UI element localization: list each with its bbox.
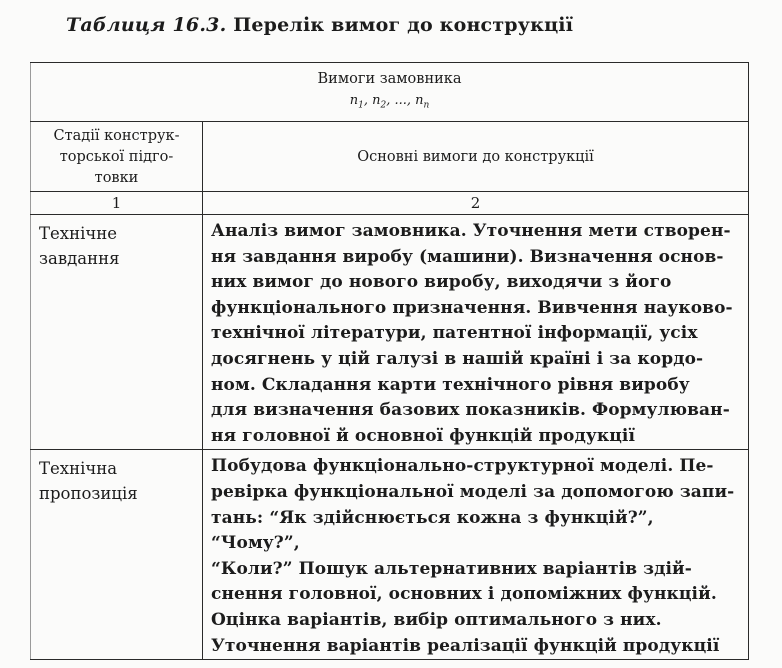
- text-line: Аналіз вимог замовника. Уточнення мети створен-: [211, 221, 731, 241]
- text-line: Оцінка варіантів, вибір оптимального з них.: [211, 609, 662, 630]
- stage-header-line: товки: [94, 170, 139, 186]
- requirements-table: [30, 62, 749, 660]
- stage-header-line: торської підго-: [59, 149, 174, 165]
- stage-header-line: Стадії конструк-: [53, 128, 180, 144]
- requirements-cell: [203, 450, 749, 660]
- stage-column-header: [31, 122, 203, 192]
- column-number: 1: [31, 192, 203, 215]
- text-line: досягнень у цій галузі в нашій країні і за кордо-: [211, 348, 704, 369]
- header-top-text: Вимоги замовника: [317, 71, 462, 87]
- text-line: для визначення базових показників. Формулюван-: [211, 400, 730, 421]
- caption-label: Таблиця 16.3.: [66, 14, 227, 36]
- text-line: снення головної, основних і допоміжних функцій.: [211, 584, 717, 605]
- text-line: ном. Складання карти технічного рівня виробу: [211, 374, 690, 395]
- text-line: тань: “Як здійснюється кожна з функцій?”, “Чому?”,: [211, 507, 654, 554]
- stage-name-line: Технічна: [39, 459, 118, 479]
- requirements-column-header: Основні вимоги до конструкції: [203, 122, 749, 192]
- text-line: ня головної й основної функцій продукції: [211, 425, 636, 446]
- stage-name-cell: [31, 215, 203, 450]
- requirements-formula: $n_1$, $n_2$, ..., $n_n$: [349, 93, 430, 111]
- text-line: ревірка функціональної моделі за допомогою запи-: [211, 481, 735, 502]
- table-row: [31, 215, 749, 450]
- text-line: функціонального призначення. Вивчення науково-: [211, 297, 733, 318]
- requirements-cell: [203, 215, 749, 450]
- stage-name-line: Технічне: [39, 224, 118, 243]
- stage-name-line: завдання: [39, 249, 120, 268]
- stage-name-cell: [31, 450, 203, 660]
- text-line: Побудова функціонально-структурної моделі. Пе-: [211, 456, 714, 477]
- text-line: технічної літератури, патентної інформації, усіх: [211, 323, 698, 344]
- column-number: 2: [203, 192, 749, 215]
- text-line: ня завдання виробу (машини). Визначення основ-: [211, 246, 724, 267]
- stage-name-line: пропозиція: [39, 484, 138, 504]
- caption-title: Перелік вимог до конструкції: [233, 14, 574, 36]
- text-line: них вимог до нового виробу, виходячи з його: [211, 272, 672, 293]
- table-row: [31, 450, 749, 660]
- customer-requirements-header: [31, 63, 749, 122]
- text-line: Уточнення варіантів реалізації функцій продукції: [211, 635, 720, 656]
- text-line: “Коли?” Пошук альтернативних варіантів здій-: [211, 558, 692, 579]
- table-caption: [66, 14, 573, 36]
